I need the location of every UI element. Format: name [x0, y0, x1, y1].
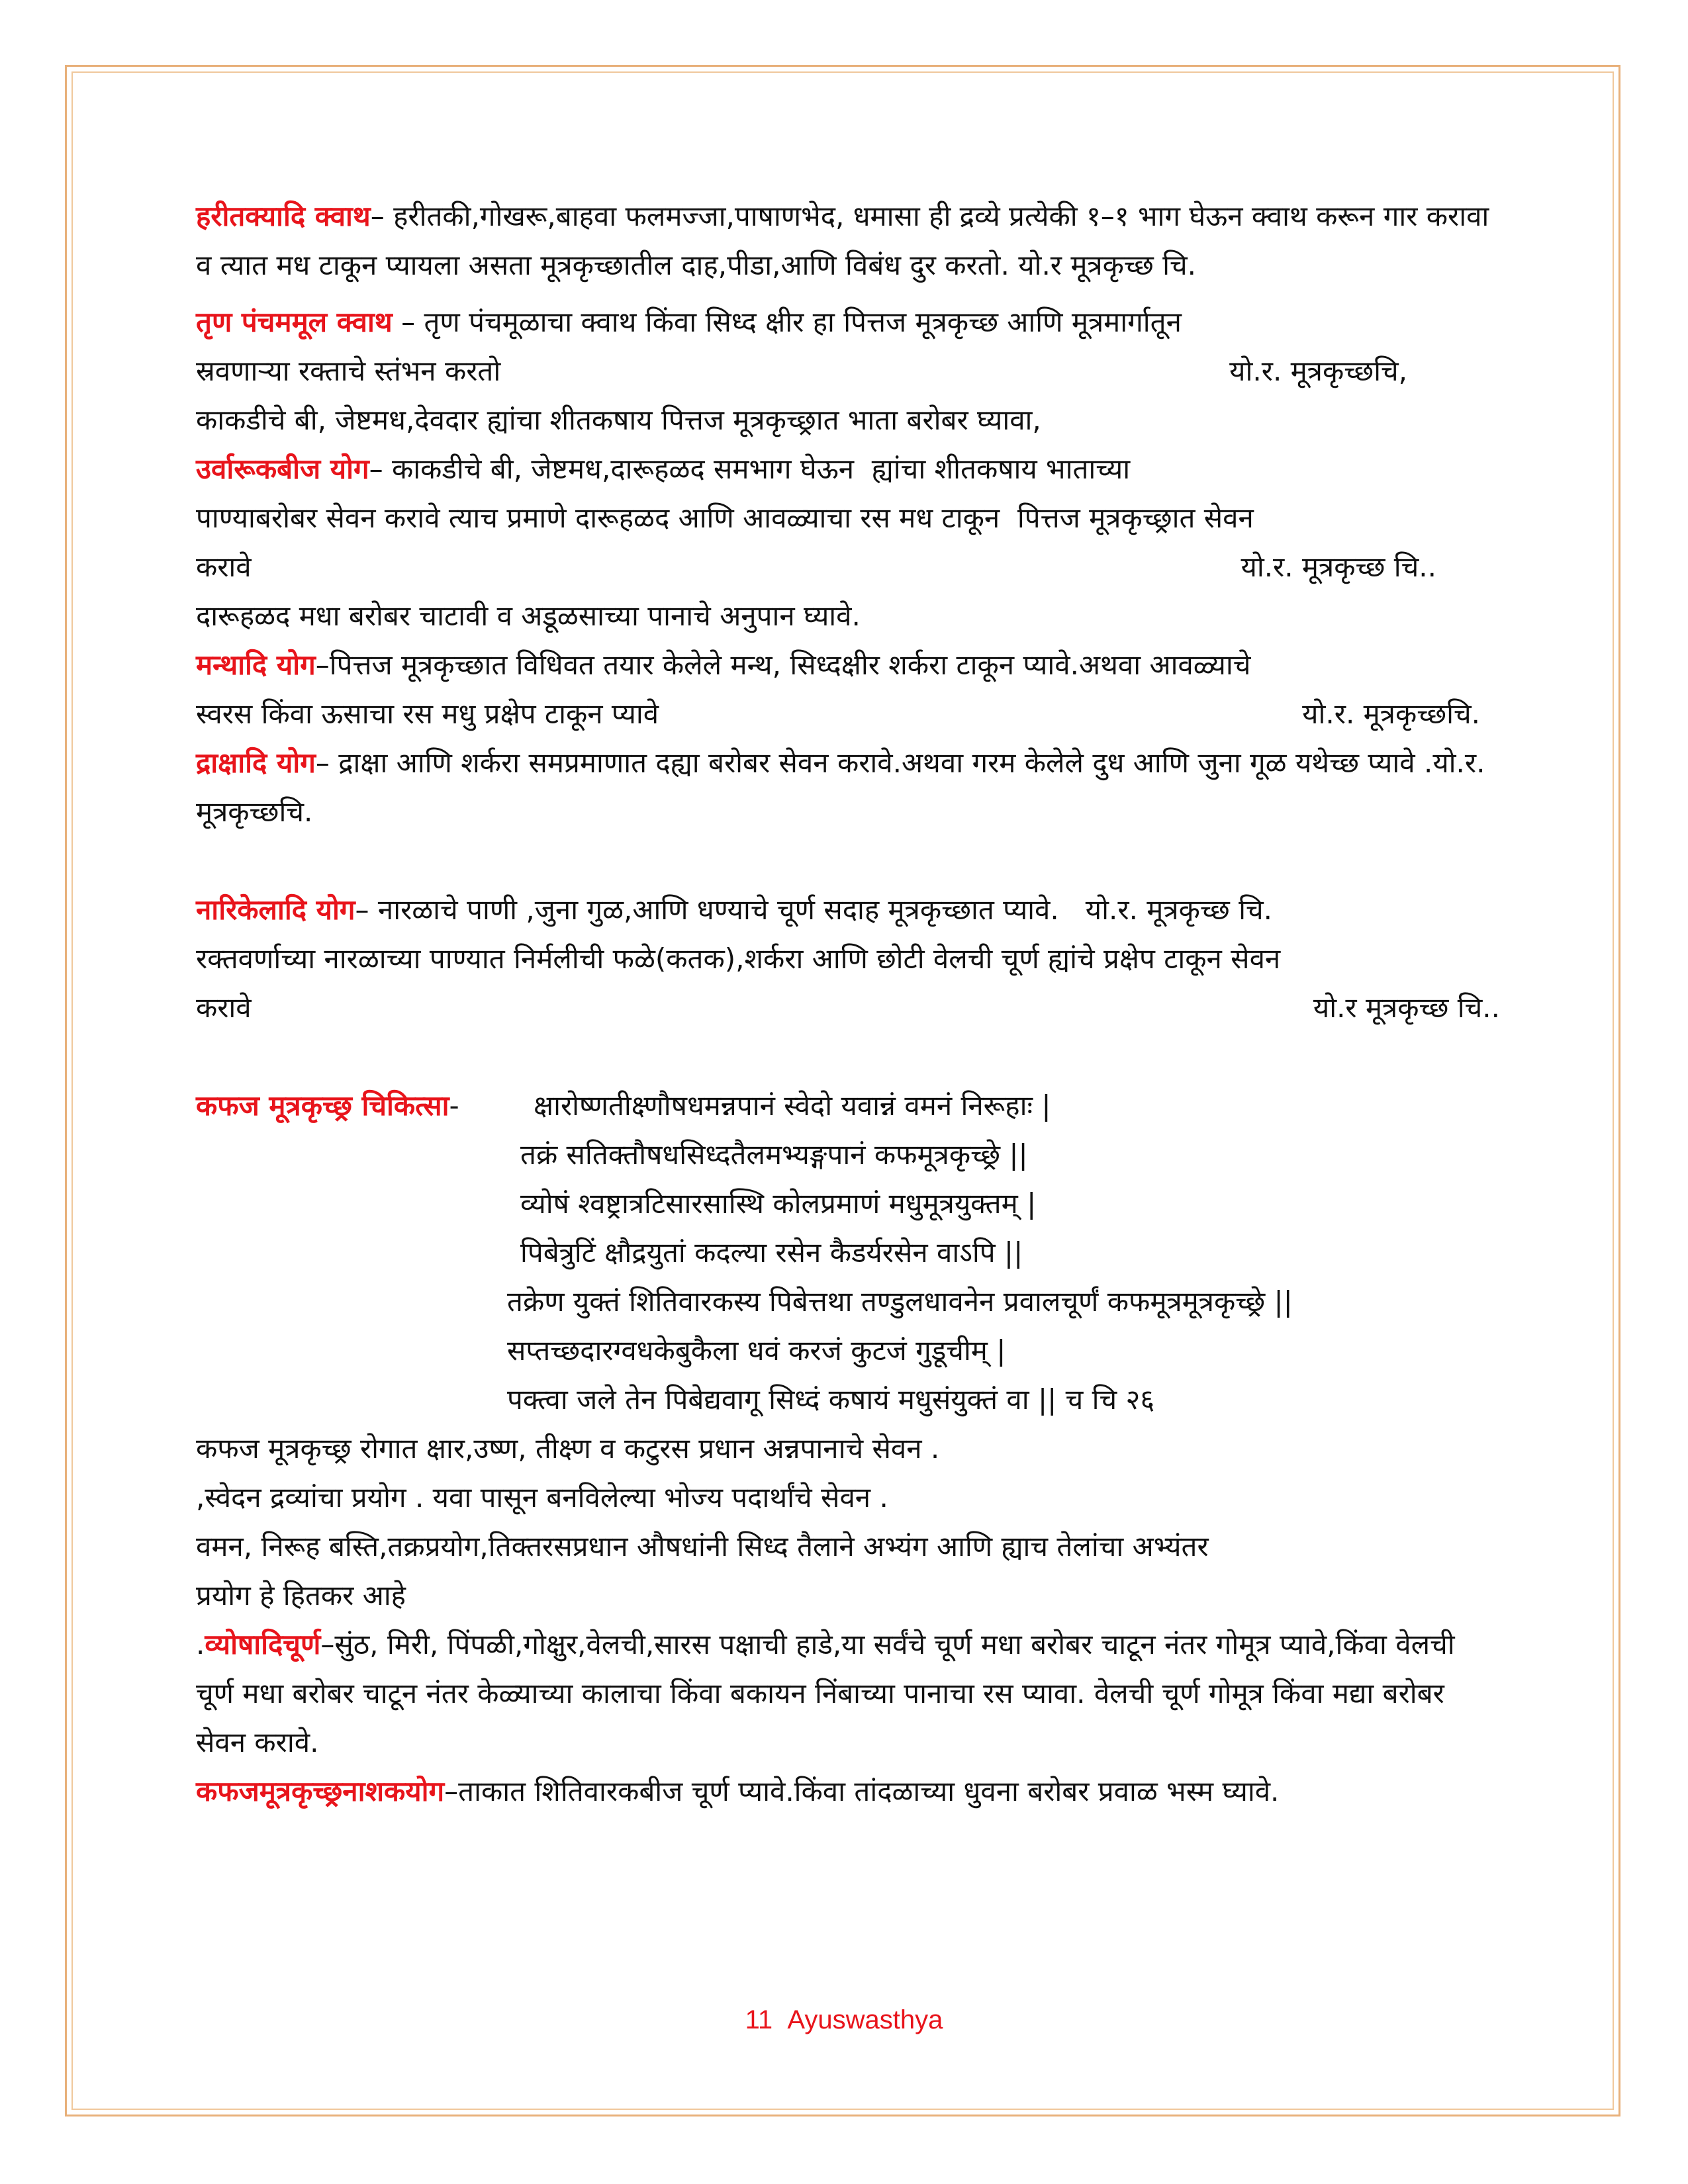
- urvaruka-line2: पाण्याबरोबर सेवन करावे त्याच प्रमाणे दारूहळद आणि आवळ्याचा रस मध टाकून पित्तज मूत्रकृच्छ्रात सेवन: [196, 502, 1254, 534]
- verse-line: पक्त्वा जले तेन पिबेद्यवागू सिध्दं कषायं मधुसंयुक्तं वा || च चि २६: [507, 1383, 1155, 1416]
- manthadi-reference: यो.र. मूत्रकृच्छचि.: [1302, 698, 1480, 730]
- narikeladi-text-3: करावे: [196, 991, 252, 1024]
- kapha-heading: कफज मूत्रकृच्छ्र चिकित्सा: [196, 1089, 449, 1122]
- drakshadi-text: – द्राक्षा आणि शर्करा समप्रमाणात दह्या बरोबर सेवन करावे.अथवा गरम केलेले दुध आणि जुना गूळ यथेच्छ प्यावे .यो.र. मूत्रकृच्छचि.: [196, 747, 1494, 828]
- kapha-line2: ,स्वेदन द्रव्यांचा प्रयोग . यवा पासून बनविलेल्या भोज्य पदार्थांचे सेवन .: [196, 1481, 888, 1514]
- vyoshadi-heading: व्योषादिचूर्ण: [205, 1628, 321, 1661]
- manthadi-text-2: स्वरस किंवा ऊसाचा रस मधु प्रक्षेप टाकून प्यावे: [196, 698, 659, 730]
- kapha-verses: [507, 1081, 1500, 1424]
- kapha-shloka-block: [196, 1081, 1500, 1424]
- trunapanchamool-line1: [196, 298, 1500, 347]
- urvaruka-line1: [196, 445, 1500, 494]
- kapha-heading-suffix: -: [449, 1089, 459, 1122]
- narikeladi-text-1: – नारळाचे पाणी ,जुना गुळ,आणि धण्याचे चूर्ण सदाह मूत्रकृच्छात प्यावे. यो.र. मूत्रकृच्छ चि.: [355, 893, 1272, 926]
- haritakyadi-text: – हरीतकी,गोखरू,बाहवा फलमज्जा,पाषाणभेद, धमासा ही द्रव्ये प्रत्येकी १–१ भाग घेऊन क्वाथ करून गार करावा व त्यात मध टाकून प्यायला असता मूत्रकृच्छातील दाह,पीडा,आणि विबंध दुर करतो. योे.र मूत्रकृच्छ चि.: [196, 200, 1498, 281]
- verse-line: सप्तच्छदारग्वधकेबुकैला धवं करजं कुटजं गुडूचीम् |: [507, 1334, 1006, 1367]
- vyoshadi-text: –सुंठ, मिरी, पिंपळी,गोक्षुर,वेलची,सारस पक्षाची हाडे,या सर्वंचे चूर्ण मधा बरोबर चाटून नंतर गोमूत्र प्यावे,किंवा वेलची चूर्ण मधा बरोबर चाटून नंतर केळ्याच्या कालाचा किंवा बकायन निंबाच्या पानाचा रस प्यावा. वेलची चूर्ण गोमूत्र किंवा मद्या बरोबर सेवन करावे.: [196, 1628, 1464, 1758]
- drakshadi-heading: द्राक्षादि योग: [196, 747, 316, 779]
- urvaruka-line3: [196, 543, 1500, 592]
- narikeladi-line3: [196, 983, 1500, 1032]
- narikeladi-line1: [196, 886, 1500, 934]
- manthadi-line2: [196, 690, 1500, 739]
- kaphanashak-heading: कफजमूत्रकृच्छ्रनाशकयोग: [196, 1775, 445, 1807]
- narikeladi-heading: नारिकेलादि योग: [196, 893, 355, 926]
- kaphanashak-text: –ताकात शितिवारकबीज चूर्ण प्यावे.किंवा तांदळाच्या धुवना बरोबर प्रवाळ भस्म घ्यावे.: [444, 1775, 1280, 1807]
- narikeladi-line2: रक्तवर्णाच्या नारळाच्या पाण्यात निर्मलीची फळे(कतक),शर्करा आणि छोटी वेलची चूर्ण ह्यांचे प्रक्षेप टाकून सेवन: [196, 942, 1281, 975]
- page-number: 11: [745, 2005, 773, 2034]
- vyoshadi-paragraph: [196, 1620, 1500, 1767]
- manthadi-line1: [196, 641, 1500, 690]
- urvaruka-heading: उर्वारूकबीज योग: [196, 453, 369, 485]
- urvaruka-line4: दारूहळद मधा बरोबर चाटावी व अडूळसाच्या पानाचे अनुपान घ्यावे.: [196, 600, 861, 632]
- manthadi-heading: मन्थादि योग: [196, 649, 316, 681]
- page-content: [196, 192, 1500, 1816]
- manthadi-text-1: –पित्तज मूत्रकृच्छात विधिवत तयार केलेले मन्थ, सिध्दक्षीर शर्करा टाकून प्यावे.अथवा आवळ्याचे: [315, 649, 1251, 681]
- urvaruka-text-1: – काकडीचे बी, जेष्टमध,दारूहळद समभाग घेऊन ह्यांचा शीतकषाय भाताच्या: [369, 453, 1131, 485]
- vyoshadi-prefix: .: [196, 1628, 205, 1661]
- kapha-line4: प्रयोग हे हितकर आहे: [196, 1579, 406, 1612]
- verse-line: पिबेत्रुटिं क्षौद्रयुतां कदल्या रसेन कैडर्यरसेन वाऽपि ||: [520, 1236, 1023, 1269]
- haritakyadi-heading: हरीतक्यादि क्वाथ: [196, 200, 371, 232]
- trunapanchamool-heading: तृण पंचममूल क्वाथ: [196, 306, 393, 338]
- narikeladi-reference: यो.र मूत्रकृच्छ चि..: [1313, 991, 1500, 1024]
- urvaruka-reference: यो.र. मूत्रकृच्छ चि..: [1241, 551, 1436, 583]
- drakshadi-paragraph: [196, 739, 1500, 837]
- trunapanchamool-reference: यो.र. मूत्रकृच्छचि,: [1229, 355, 1407, 387]
- footer-title: Ayuswasthya: [787, 2005, 943, 2034]
- kapha-line1: कफज मूत्रकृच्छ्र रोगात क्षार,उष्ण, तीक्ष्ण व कटुरस प्रधान अन्नपानाचे सेवन .: [196, 1432, 940, 1465]
- verse-line: व्योषं श्वष्ट्रात्रटिसारसास्थि कोलप्रमाणं मधुमूत्रयुक्तम् |: [520, 1187, 1037, 1220]
- kapha-line3: वमन, निरूह बस्ति,तक्रप्रयोग,तिक्तरसप्रधान औषधांनी सिध्द तैलाने अभ्यंग आणि ह्याच तेलांचा अभ्यंतर: [196, 1530, 1209, 1563]
- page-footer: [0, 2005, 1688, 2035]
- haritakyadi-paragraph: [196, 192, 1500, 290]
- trunapanchamool-line2: [196, 347, 1500, 396]
- kaphanashak-paragraph: [196, 1767, 1500, 1816]
- trunapanchamool-line3: काकडीचे बी, जेष्टमध,देवदार ह्यांचा शीतकषाय पित्तज मूत्रकृच्छ्रात भाता बरोबर घ्यावा,: [196, 404, 1041, 436]
- trunapanchamool-text-1: – तृण पंचमूळाचा क्वाथ किंवा सिध्द क्षीर हा पित्तज मूत्रकृच्छ आणि मूत्रमार्गातून: [392, 306, 1182, 338]
- trunapanchamool-text-2: स्रवणाऱ्या रक्ताचे स्तंभन करतो: [196, 355, 501, 387]
- verse-line: क्षारोष्णतीक्ष्णौषधमन्नपानं स्वेदो यवान्नं वमनं निरूहाः |: [534, 1089, 1051, 1122]
- verse-line: तक्रं सतिक्तौषधसिध्दतैलमभ्यङ्गपानं कफमूत्रकृच्छ्रे ||: [520, 1138, 1028, 1171]
- verse-line: तक्रेण युक्तं शितिवारकस्य पिबेत्तथा तण्डुलधावनेन प्रवालचूर्णं कफमूत्रमूत्रकृच्छ्रे ||: [507, 1285, 1293, 1318]
- kapha-heading-wrap: [196, 1081, 459, 1130]
- urvaruka-text-3: करावे: [196, 551, 252, 583]
